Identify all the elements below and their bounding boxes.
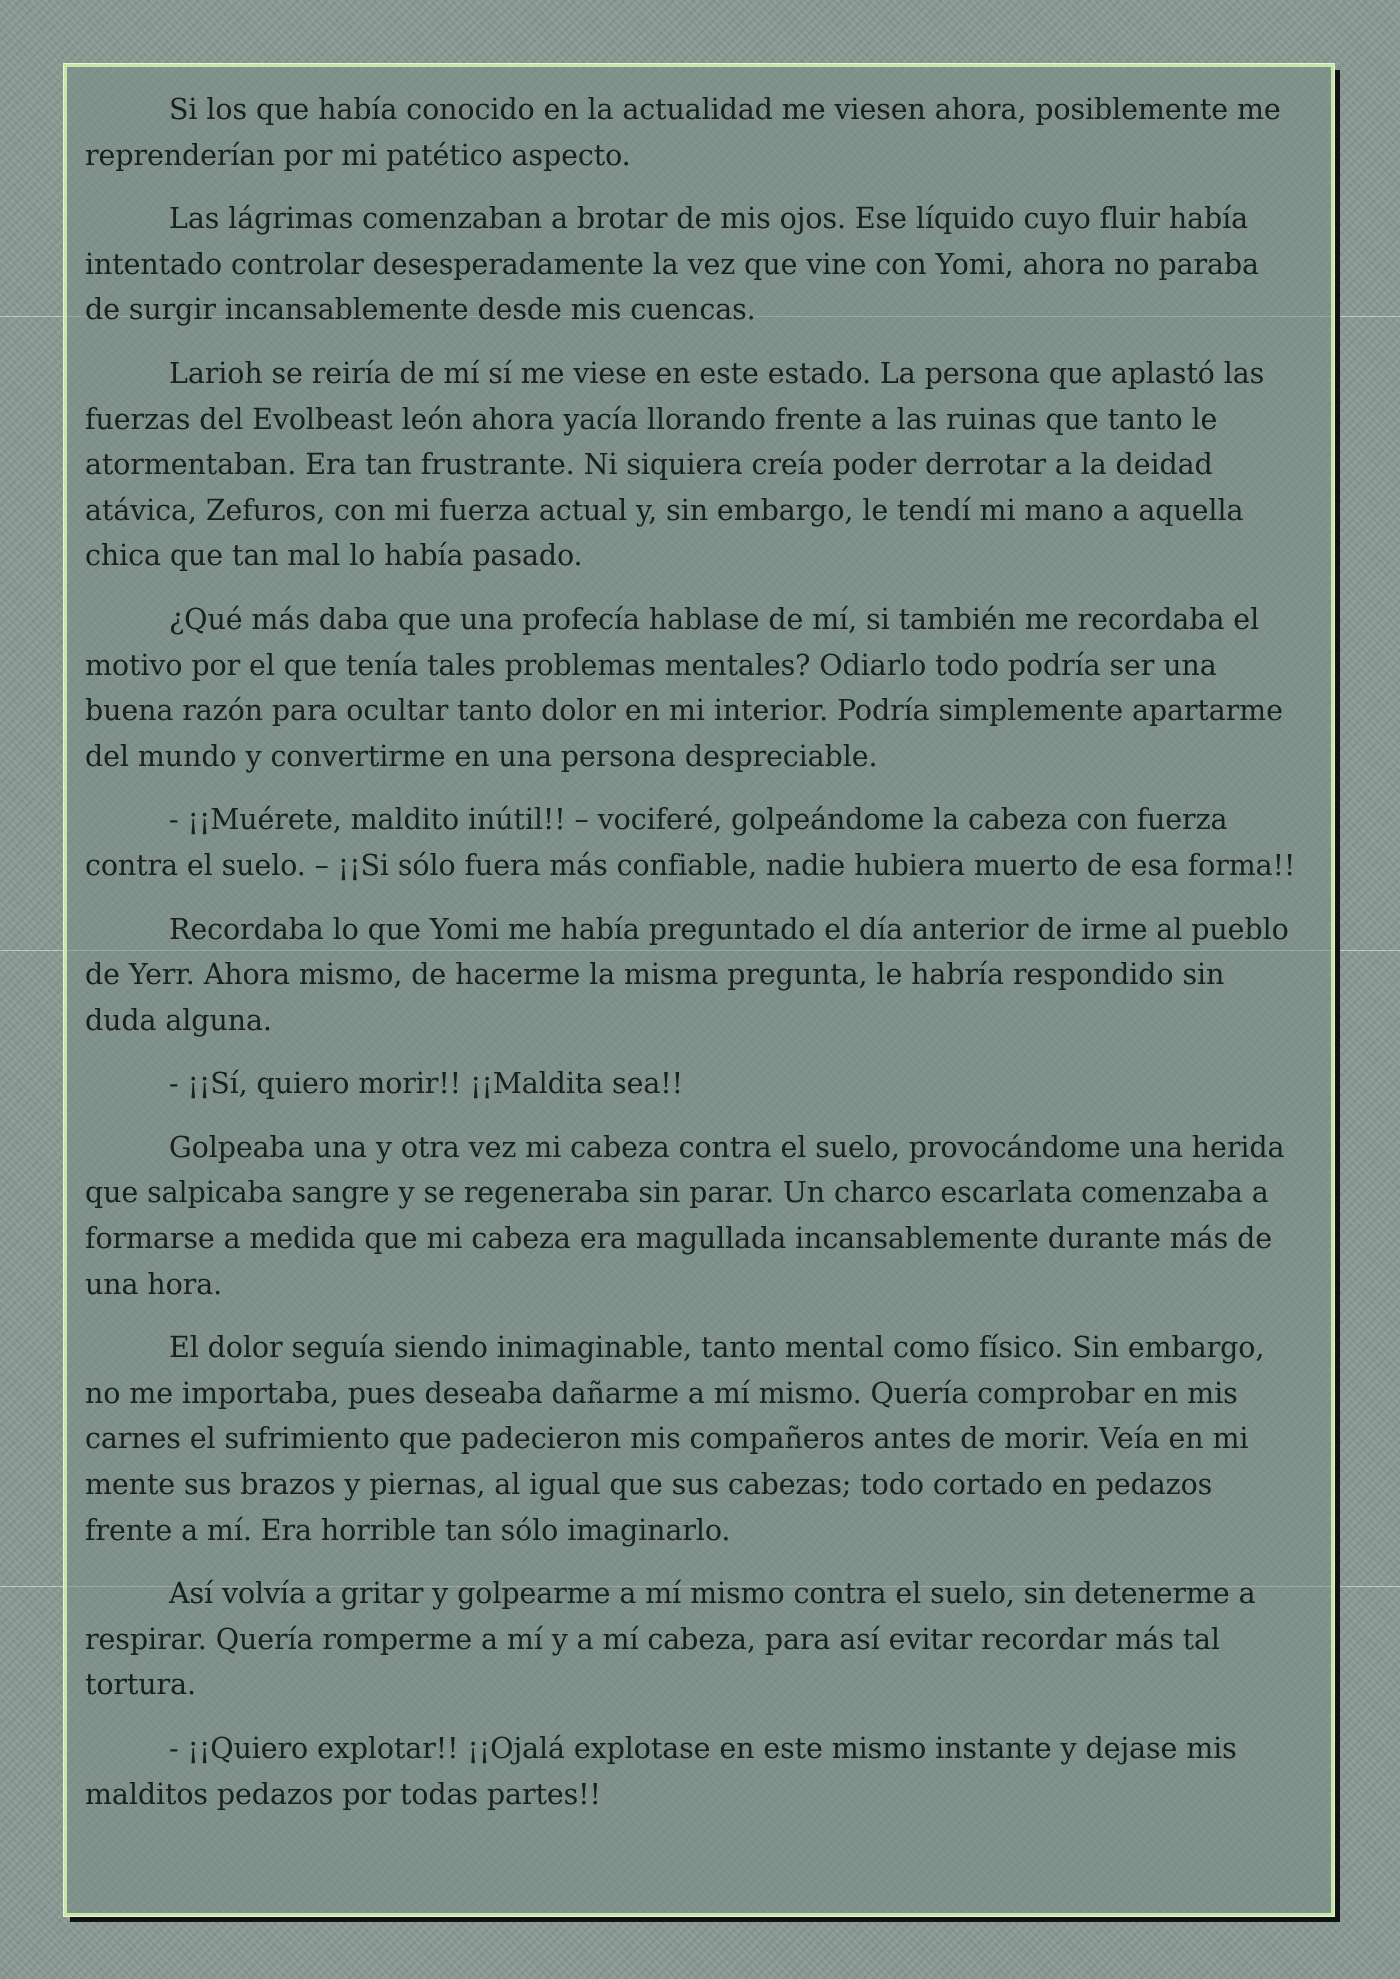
paragraph: Así volvía a gritar y golpearme a mí mismo contra el suelo, sin detenerme a respirar. Quería romperme a mí y a mí cabeza, para así evitar recordar más tal tortura. — [85, 1577, 1256, 1702]
paragraph: Las lágrimas comenzaban a brotar de mis ojos. Ese líquido cuyo fluir había intentado controlar desesperadamente la vez que vine con Yomi, ahora no paraba de surgir incansablemente desde mis cuencas. — [85, 202, 1259, 327]
paragraph: Golpeaba una y otra vez mi cabeza contra el suelo, provocándome una herida que salpicaba sangre y se regeneraba sin parar. Un charco escarlata comenzaba a formarse a medida que mi cabeza era magullada incansablemente durante más de una hora. — [85, 1130, 1285, 1301]
paragraph: Larioh se reiría de mí sí me viese en este estado. La persona que aplastó las fuerzas del Evolbeast león ahora yacía llorando frente a las ruinas que tanto le atormentaban. Era tan frustrante. Ni siquiera creía poder derrotar a la deidad atávica, Zefuros, con mi fuerza actual y, sin embargo, le tendí mi mano a aquella chica que tan mal lo había pasado. — [85, 356, 1265, 573]
paragraph: Si los que había conocido en la actualidad me viesen ahora, posiblemente me reprenderían por mi patético aspecto. — [85, 93, 1281, 172]
page-frame — [64, 64, 1334, 1916]
dialogue-line: - ¡¡Sí, quiero morir!! ¡¡Maldita sea!! — [169, 1067, 683, 1101]
dialogue-line: - ¡¡Quiero explotar!! ¡¡Ojalá explotase en este mismo instante y dejase mis malditos pedazos por todas partes!! — [85, 1732, 1237, 1811]
dialogue-line: - ¡¡Muérete, maldito inútil!! – vociferé, golpeándome la cabeza con fuerza contra el suelo. – ¡¡Si sólo fuera más confiable, nadie hubiera muerto de esa forma!! — [85, 803, 1296, 882]
paragraph: El dolor seguía siendo inimaginable, tanto mental como físico. Sin embargo, no me importaba, pues deseaba dañarme a mí mismo. Quería comprobar en mis carnes el sufrimiento que padecieron mis compañeros antes de morir. Veía en mi mente sus brazos y piernas, al igual que sus cabezas; todo cortado en pedazos frente a mí. Era horrible tan sólo imaginarlo. — [85, 1331, 1265, 1547]
paragraph: ¿Qué más daba que una profecía hablase de mí, si también me recordaba el motivo por el que tenía tales problemas mentales? Odiarlo todo podría ser una buena razón para ocultar tanto dolor en mi interior. Podría simplemente apartarme del mundo y convertirme en una persona despreciable. — [85, 602, 1283, 773]
paragraph: Recordaba lo que Yomi me había preguntado el día anterior de irme al pueblo de Yerr. Ahora mismo, de hacerme la misma pregunta, le habría respondido sin duda alguna. — [85, 912, 1289, 1037]
